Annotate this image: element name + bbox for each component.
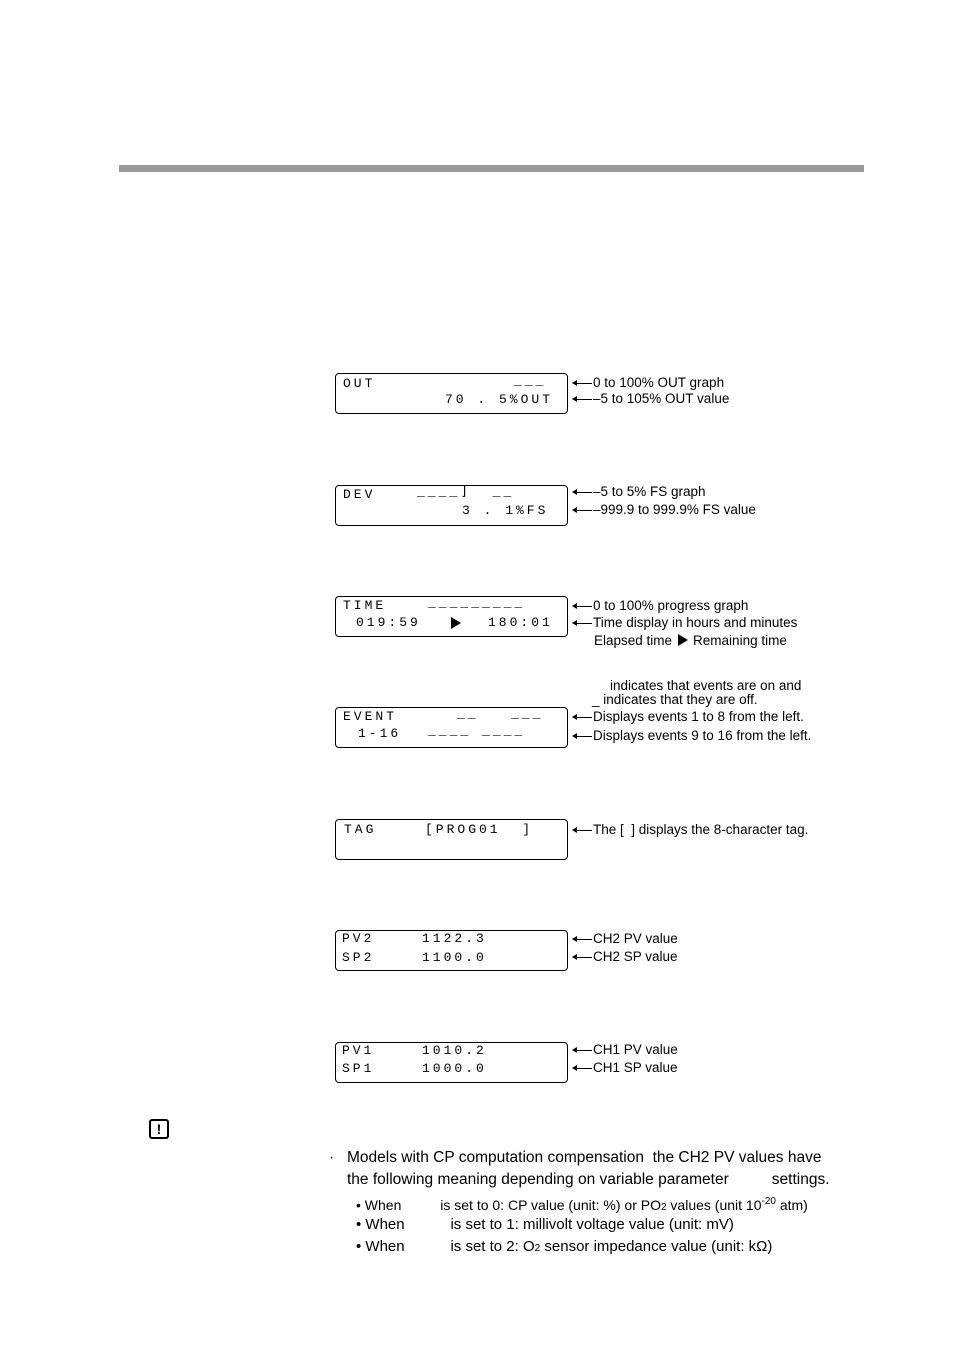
event-graph-1: __ ___ <box>457 706 544 721</box>
event-label: EVENT <box>343 709 398 724</box>
ch2-display-panel <box>335 930 568 971</box>
arrow-left-icon <box>572 602 592 610</box>
dev-value: 3 . 1%FS <box>462 503 549 518</box>
event-annotation-1: Displays events 1 to 8 from the left. <box>572 709 804 724</box>
pv1-annotation: CH1 PV value <box>572 1042 678 1057</box>
dev-graph: ____⌋ __ <box>417 484 515 499</box>
arrow-left-icon <box>572 395 592 403</box>
arrow-left-icon <box>572 826 592 834</box>
arrow-left-icon <box>572 732 592 740</box>
tag-label: TAG <box>344 822 377 837</box>
play-triangle-icon <box>451 617 461 629</box>
arrow-left-icon <box>572 619 592 627</box>
sp2-label: SP2 <box>342 950 375 965</box>
event-note-1: indicates that events are on and <box>610 678 802 693</box>
arrow-left-icon <box>572 506 592 514</box>
remaining-time-value: 180:01 <box>488 615 553 630</box>
note-item-1: • When is set to 0: CP value (unit: %) or PO2 values (unit $10^{-20}$ atm) <box>356 1196 808 1213</box>
arrow-left-icon <box>572 935 592 943</box>
dev-label: DEV <box>343 487 376 502</box>
caution-icon: ! <box>149 1119 169 1139</box>
pv1-label: PV1 <box>342 1043 375 1058</box>
out-annotation-2: –5 to 105% OUT value <box>572 391 729 406</box>
out-annotation-1: 0 to 100% OUT graph <box>572 375 724 390</box>
sp2-value: 1100.0 <box>422 950 487 965</box>
time-graph: _________ <box>428 595 526 610</box>
time-label: TIME <box>343 598 387 613</box>
arrow-left-icon <box>572 379 592 387</box>
sp2-annotation: CH2 SP value <box>572 949 678 964</box>
section-rule <box>119 165 864 172</box>
dev-annotation-2: –999.9 to 999.9% FS value <box>572 502 756 517</box>
time-annotation-1: 0 to 100% progress graph <box>572 598 748 613</box>
out-value: 70 . 5%OUT <box>445 392 554 407</box>
tag-annotation-1: The [ ] displays the 8-character tag. <box>572 822 808 837</box>
dev-annotation-1: –5 to 5% FS graph <box>572 484 706 499</box>
arrow-left-icon <box>572 713 592 721</box>
arrow-left-icon <box>572 1046 592 1054</box>
dev-display-panel <box>335 485 568 526</box>
out-display-panel <box>335 373 568 414</box>
time-annotation-2: Time display in hours and minutes <box>572 615 797 630</box>
tag-display-panel <box>335 819 568 860</box>
sp1-label: SP1 <box>342 1061 375 1076</box>
time-display-panel <box>335 596 568 637</box>
elapsed-time-value: 019:59 <box>356 615 421 630</box>
time-annotation-3: Elapsed time Remaining time <box>594 633 787 648</box>
tag-value: [PROG01 ] <box>425 822 534 837</box>
note-line-2: the following meaning depending on variable parameter settings. <box>347 1171 830 1188</box>
sp1-annotation: CH1 SP value <box>572 1060 678 1075</box>
pv2-value: 1122.3 <box>422 931 487 946</box>
event-range-label: 1-16 <box>358 726 402 741</box>
note-bullet: · <box>329 1149 335 1166</box>
note-item-3: • When is set to 2: O2 sensor impedance value (unit: kΩ) <box>356 1238 773 1255</box>
pv2-label: PV2 <box>342 931 375 946</box>
sp1-value: 1000.0 <box>422 1061 487 1076</box>
event-note-2: _ indicates that they are off. <box>592 692 758 707</box>
arrow-left-icon <box>572 953 592 961</box>
note-item-2: • When is set to 1: millivolt voltage value (unit: mV) <box>356 1216 734 1233</box>
play-triangle-icon <box>678 634 688 646</box>
pv1-value: 1010.2 <box>422 1043 487 1058</box>
ch1-display-panel <box>335 1042 568 1083</box>
note-line-1: Models with CP computation compensation the CH2 PV values have <box>347 1149 822 1166</box>
out-label: OUT <box>343 376 376 391</box>
out-graph: ___ <box>514 373 547 388</box>
pv2-annotation: CH2 PV value <box>572 931 678 946</box>
arrow-left-icon <box>572 488 592 496</box>
event-display-panel <box>335 707 568 748</box>
event-graph-2: ____ ____ <box>428 723 526 738</box>
event-annotation-2: Displays events 9 to 16 from the left. <box>572 728 811 743</box>
arrow-left-icon <box>572 1064 592 1072</box>
